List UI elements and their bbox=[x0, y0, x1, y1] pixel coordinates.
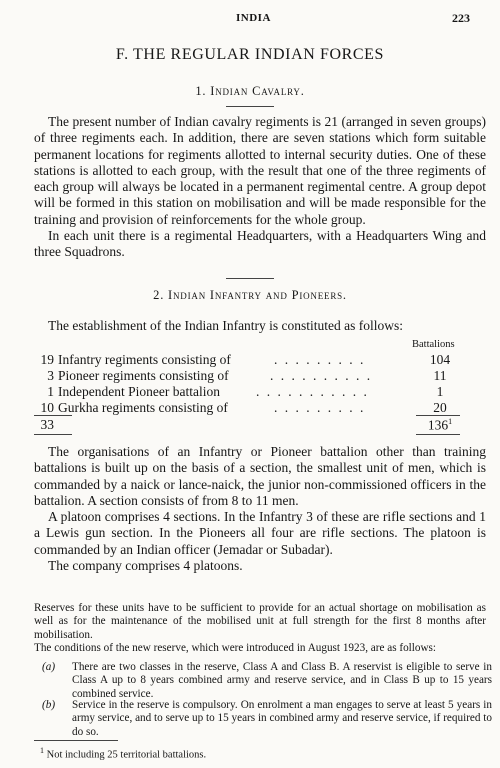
infantry-intro-block bbox=[34, 318, 486, 334]
list-item-text: Service in the reserve is compulsory. On enrolment a man engages to serve at least 5 years in army service, and to serve up to 15 years in combined army and reserve service, if required to do so. bbox=[72, 699, 492, 738]
total-underline-right bbox=[416, 434, 460, 435]
table-row bbox=[34, 352, 486, 368]
footnote bbox=[40, 746, 206, 761]
row-value: 104 bbox=[429, 352, 451, 367]
leader-dots: . . . . . . . . . . bbox=[270, 368, 373, 383]
footnote-rule bbox=[34, 740, 118, 741]
cavalry-heading: 1. Indian Cavalry. bbox=[195, 84, 305, 98]
running-head-title: INDIA bbox=[236, 12, 271, 24]
total-underline-left bbox=[34, 434, 72, 435]
total-footnote-mark: 1 bbox=[448, 417, 453, 426]
footnote-text: Not including 25 territorial battalions. bbox=[46, 749, 207, 761]
row-label: Independent Pioneer battalion bbox=[58, 384, 220, 399]
table-row bbox=[34, 368, 486, 384]
leader-dots: . . . . . . . . . . . bbox=[256, 384, 369, 399]
row-count: 1 bbox=[47, 384, 54, 399]
row-count: 19 bbox=[40, 352, 54, 367]
platoon-paragraph: A platoon comprises 4 sections. In the Infantry 3 of these are rifle sections and 1 a Lewis gun section. In the Pioneers all four are rifle sections. The platoon is commanded by an Indian officer (Jemadar or Subadar). bbox=[34, 509, 486, 557]
row-label: Pioneer regiments consisting of bbox=[58, 368, 229, 383]
company-paragraph: The company comprises 4 platoons. bbox=[48, 558, 243, 574]
row-label: Infantry regiments consisting of bbox=[58, 352, 231, 367]
leader-dots: . . . . . . . . . bbox=[274, 400, 366, 415]
list-item-label: (a) bbox=[42, 661, 56, 673]
footnote-mark: 1 bbox=[40, 746, 44, 755]
infantry-intro: The establishment of the Indian Infantry is constituted as follows: bbox=[48, 318, 404, 333]
section-divider bbox=[226, 278, 274, 279]
reserves-paragraph-2: The conditions of the new reserve, which were introduced in August 1923, are as follows: bbox=[34, 642, 437, 655]
table-total-row bbox=[34, 417, 486, 433]
list-item-text: There are two classes in the reserve, Class A and Class B. A reservist is eligible to serve in Class A up to 8 years combined army and reserve service, and in Class B up to 15 years combined service. bbox=[72, 661, 492, 700]
reserves-paragraph-1: Reserves for these units have to be sufficient to provide for an actual shortage on mobilisation as well as for the maintenance of the mobilised unit at full strength for the first 8 months after mobilisation. bbox=[34, 602, 486, 641]
cavalry-text bbox=[34, 114, 486, 261]
row-count: 3 bbox=[47, 368, 54, 383]
battalions-column-header: Battalions bbox=[412, 339, 455, 350]
list-item-label: (b) bbox=[42, 699, 56, 711]
page-number: 223 bbox=[452, 11, 470, 25]
total-rule-left bbox=[34, 415, 72, 416]
infantry-heading: 2. Indian Infantry and Pioneers. bbox=[153, 288, 347, 302]
table-row bbox=[34, 384, 486, 400]
leader-dots: . . . . . . . . . bbox=[274, 352, 366, 367]
heading-rule bbox=[226, 106, 274, 107]
total-value: 136 bbox=[427, 417, 449, 433]
organisation-paragraph: The organisations of an Infantry or Pioneer battalion other than training battalions is built up on the basis of a section, the smallest unit of men, which is commanded by a naick or lance-naick, the junior non-commissioned officers in the battalion. A section consists of from 8 to 11 men. bbox=[34, 444, 486, 508]
row-count: 10 bbox=[40, 400, 54, 415]
row-value: 1 bbox=[436, 384, 444, 399]
row-value: 20 bbox=[433, 400, 447, 415]
cavalry-paragraph-1: The present number of Indian cavalry regiments is 21 (arranged in seven groups) of three regiments each. In addition, there are seven stations which form suitable permanent locations for regiments allotted to internal security duties. One of these stations is allotted to each group, with the result that one of the three regiments of each group will always be located in a permanent regimental centre. A group depot will be formed in this station on mobilisation and will be made responsible for the training and provision of reinforcements for the whole group. bbox=[34, 114, 486, 227]
total-rule-right bbox=[416, 415, 460, 416]
total-count: 33 bbox=[40, 417, 54, 432]
reserves-text bbox=[34, 602, 486, 656]
row-label: Gurkha regiments consisting of bbox=[58, 400, 228, 415]
organisation-text bbox=[34, 444, 486, 574]
table-row bbox=[34, 400, 486, 416]
row-value: 11 bbox=[433, 368, 447, 383]
cavalry-paragraph-2: In each unit there is a regimental Headquarters, with a Headquarters Wing and three Squadrons. bbox=[34, 228, 486, 260]
total-value-cell bbox=[416, 417, 464, 434]
section-title: F. THE REGULAR INDIAN FORCES bbox=[115, 46, 385, 63]
